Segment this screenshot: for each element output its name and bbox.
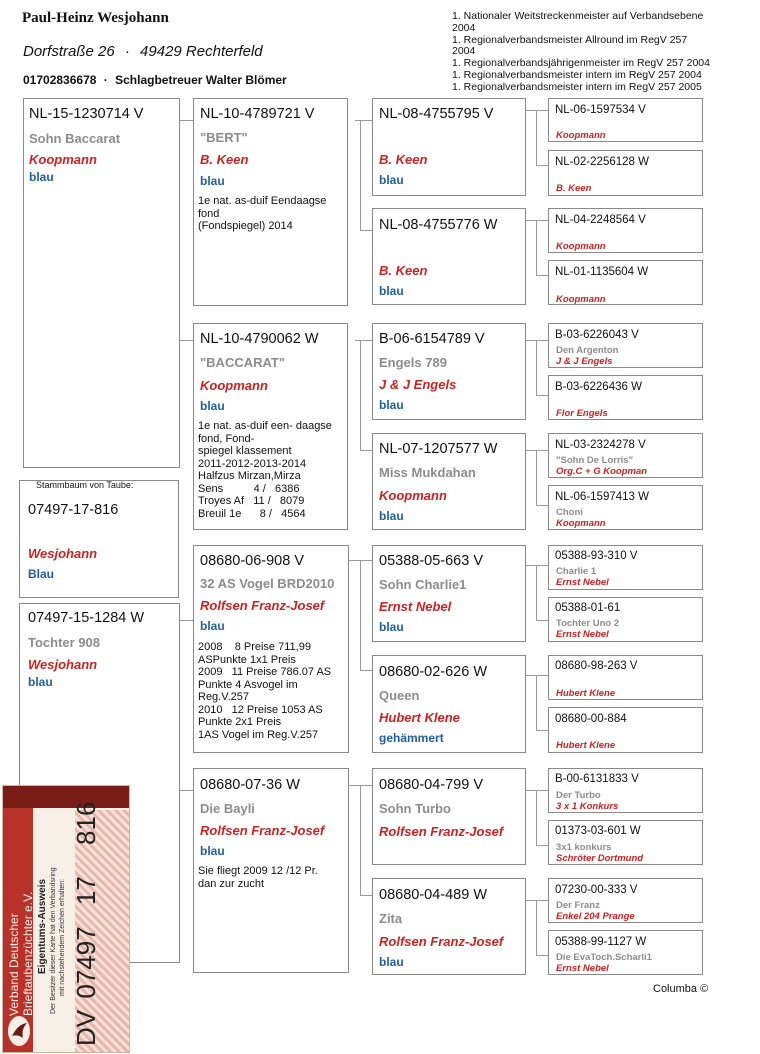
feather-color: blau bbox=[200, 399, 225, 413]
achievement: 2004 bbox=[452, 21, 476, 34]
card-prefix: DV bbox=[71, 1009, 101, 1046]
brand-mark: Columba © bbox=[653, 983, 709, 995]
ring-number: 08680-04-489 W bbox=[379, 887, 488, 903]
breeder: Schröter Dortmund bbox=[556, 853, 644, 864]
breeder: Rolfsen Franz-Josef bbox=[200, 598, 325, 613]
phone: 01702836678 bbox=[23, 73, 97, 87]
ring-number: B-00-6131833 V bbox=[555, 773, 639, 785]
pigeon-name: Engels 789 bbox=[379, 355, 447, 370]
breeder: Ernst Nebel bbox=[379, 599, 452, 614]
city: 49429 Rechterfeld bbox=[140, 43, 263, 60]
breeder: B. Keen bbox=[556, 183, 592, 194]
pigeon-name: Choni bbox=[556, 507, 583, 518]
pigeon-name: Sohn Baccarat bbox=[29, 131, 121, 146]
pigeon-name: Sohn Turbo bbox=[379, 801, 451, 816]
gen3-card bbox=[372, 768, 526, 865]
gen4-card bbox=[548, 820, 703, 865]
ring-number: 08680-06-908 V bbox=[200, 553, 304, 569]
ring-number: 05388-99-1127 W bbox=[555, 936, 647, 948]
achievement: 2004 bbox=[452, 45, 476, 58]
ring-number: NL-10-4790062 W bbox=[200, 331, 319, 347]
card-number bbox=[71, 802, 102, 1046]
breeder: J & J Engels bbox=[379, 377, 457, 392]
ring-number: NL-01-1135604 W bbox=[555, 266, 649, 278]
gen2-card bbox=[193, 768, 349, 973]
breeder: Koopmann bbox=[200, 378, 268, 393]
gen4-card bbox=[548, 545, 703, 590]
pigeon-name: Die EvaToch.Scharli1 bbox=[556, 952, 652, 963]
pigeon-name: "Sohn De Lorris" bbox=[556, 455, 634, 466]
gen2-card bbox=[193, 98, 348, 306]
stub-title: Stammbaum von Taube: bbox=[36, 480, 134, 490]
ring-number: 05388-05-663 V bbox=[379, 553, 483, 569]
owner-name: Paul-Heinz Wesjohann bbox=[22, 10, 169, 26]
ring-number: 07230-00-333 V bbox=[555, 884, 638, 896]
ring-number: NL-04-2248564 V bbox=[555, 214, 646, 226]
pigeon-name: "BERT" bbox=[200, 130, 248, 145]
contact-line bbox=[23, 73, 287, 87]
gen4-card bbox=[548, 707, 703, 753]
pigeon-name: Miss Mukdahan bbox=[379, 465, 476, 480]
card-small-1: Der Besitzer dieser Karte hat den Verbandsring bbox=[50, 867, 57, 1014]
pigeon-name: Den Argenton bbox=[556, 345, 619, 356]
card-text-rotated bbox=[3, 786, 130, 1053]
feather-color: blau bbox=[200, 174, 225, 188]
ring-number: NL-07-1207577 W bbox=[379, 441, 498, 457]
caretaker: Schlagbetreuer Walter Blömer bbox=[115, 73, 287, 87]
breeder: B. Keen bbox=[379, 263, 428, 278]
street: Dorfstraße 26 bbox=[23, 43, 115, 60]
pigeon-name: 3x1 konkurs bbox=[556, 842, 612, 853]
breeder: Org.C + G Koopman bbox=[556, 466, 648, 477]
gen4-card bbox=[548, 930, 703, 975]
card-org: Verband Deutscher bbox=[7, 913, 21, 1016]
feather-color: blau bbox=[200, 844, 225, 858]
breeder: B. Keen bbox=[200, 152, 249, 167]
pigeon-name: Die Bayli bbox=[200, 801, 255, 816]
ring-number: 07497-15-1284 W bbox=[28, 610, 145, 626]
pigeon-name: 32 AS Vogel BRD2010 bbox=[200, 576, 335, 591]
ring-number: NL-06-1597534 V bbox=[555, 104, 646, 116]
breeder: Hubert Klene bbox=[379, 710, 460, 725]
breeder: Koopmann bbox=[379, 488, 447, 503]
ring-number: 08680-02-626 W bbox=[379, 664, 488, 680]
pigeon-name: Der Franz bbox=[556, 900, 600, 911]
breeder: Rolfsen Franz-Josef bbox=[379, 824, 504, 839]
gen2-card bbox=[193, 545, 349, 753]
feather-color: blau bbox=[379, 955, 404, 969]
feather-color: blau bbox=[379, 173, 404, 187]
performance-notes: 1e nat. as-duif Eendaagse fond (Fondspiegel) 2014 bbox=[198, 195, 327, 232]
breeder: Flor Engels bbox=[556, 408, 608, 419]
achievement: 1. Regionalverbandsmeister intern im RegV 257 2005 bbox=[452, 80, 702, 93]
gen4-card bbox=[548, 260, 703, 305]
gen4-card bbox=[548, 375, 703, 420]
card-ring: 816 bbox=[71, 801, 101, 845]
breeder: J & J Engels bbox=[556, 356, 613, 367]
achievement: 1. Regionalverbandsjährigenmeister im RegV 257 2004 bbox=[452, 57, 710, 70]
gen4-card bbox=[548, 323, 703, 368]
ring-number: B-03-6226043 V bbox=[555, 329, 639, 341]
gen4-card bbox=[548, 98, 703, 142]
breeder: Ernst Nebel bbox=[556, 629, 609, 640]
gen3-card bbox=[372, 208, 526, 305]
pigeon-name: Sohn Charlie1 bbox=[379, 577, 467, 592]
feather-color: gehämmert bbox=[379, 731, 444, 745]
card-small-2: mit nachstehendem Zeichen erhalten: bbox=[59, 878, 66, 996]
ring-number: NL-06-1597413 W bbox=[555, 491, 649, 503]
breeder: Enkel 204 Prange bbox=[556, 911, 635, 922]
gen3-card bbox=[372, 655, 526, 753]
ring-number: NL-03-2324278 V bbox=[555, 439, 646, 451]
pigeon-name: "BACCARAT" bbox=[200, 355, 286, 370]
gen4-card bbox=[548, 208, 703, 253]
breeder: B. Keen bbox=[379, 152, 428, 167]
achievement: 1. Regionalverbandsmeister intern im RegV 257 2004 bbox=[452, 68, 702, 81]
feather-color: blau bbox=[29, 170, 54, 184]
breeder: Koopmann bbox=[556, 241, 606, 252]
breeder: Ernst Nebel bbox=[556, 577, 609, 588]
pigeon-name: Queen bbox=[379, 688, 420, 703]
ring-number: 01373-03-601 W bbox=[555, 825, 641, 837]
card-year: 17 bbox=[71, 876, 101, 906]
gen4-card bbox=[548, 655, 703, 700]
achievements-list bbox=[452, 11, 710, 94]
gen4-card bbox=[548, 433, 703, 478]
breeder: Hubert Klene bbox=[556, 740, 616, 751]
ring-number: B-06-6154789 V bbox=[379, 331, 485, 347]
feather-color: blau bbox=[379, 398, 404, 412]
feather-color: blau bbox=[379, 509, 404, 523]
separator: · bbox=[124, 43, 130, 60]
pigeon-name: Tochter 908 bbox=[28, 635, 101, 650]
gen3-card bbox=[372, 323, 526, 420]
breeder: Koopmann bbox=[556, 294, 606, 305]
breeder: Wesjohann bbox=[28, 657, 98, 672]
achievement: 1. Nationaler Weitstreckenmeister auf Verbandsebene bbox=[452, 10, 704, 22]
pigeon-name: Der Turbo bbox=[556, 790, 601, 801]
gen3-card bbox=[372, 98, 526, 196]
breeder: Rolfsen Franz-Josef bbox=[200, 823, 325, 838]
feather-color: Blau bbox=[28, 567, 55, 581]
ownership-card bbox=[2, 785, 130, 1053]
breeder: Rolfsen Franz-Josef bbox=[379, 934, 504, 949]
performance-notes: Sie fliegt 2009 12 /12 Pr. dan zur zucht bbox=[198, 865, 318, 890]
performance-notes: 1e nat. as-duif een- daagse fond, Fond- spiegel klassement 2011-2012-2013-2014 Halfzus Mirzan,Mirza Sens 4 / 6386 Troyes Af 11 / 8079 Breuil 1e 8 / 4564 bbox=[198, 420, 332, 520]
performance-notes: 2008 8 Preise 711,99 ASPunkte 1x1 Preis 2009 11 Preise 786.07 AS Punkte 4 Asvogel im Reg.V.257 2010 12 Preise 1053 AS Punkte 2x1 Preis 1AS Vogel im Reg.V.257 bbox=[198, 641, 332, 741]
card-club: 07497 bbox=[71, 926, 101, 999]
gen4-card bbox=[548, 485, 703, 530]
sire-card bbox=[23, 98, 180, 468]
subject-card bbox=[19, 480, 179, 598]
gen4-card bbox=[548, 150, 703, 196]
card-title: Eigentums-Ausweis bbox=[37, 878, 48, 974]
breeder: Hubert Klene bbox=[556, 688, 616, 699]
ring-number: 08680-04-799 V bbox=[379, 777, 483, 793]
ring-number: 08680-07-36 W bbox=[200, 777, 300, 793]
breeder: Wesjohann bbox=[28, 546, 98, 561]
card-org-2: Brieftaubenzüchter e.V. bbox=[21, 891, 35, 1016]
feather-color: blau bbox=[379, 284, 404, 298]
ring-number: 05388-01-61 bbox=[555, 602, 621, 614]
owner-address bbox=[23, 43, 263, 60]
breeder: 3 x 1 Konkurs bbox=[556, 801, 619, 812]
feather-color: blau bbox=[28, 675, 53, 689]
ring-number: 08680-98-263 V bbox=[555, 660, 638, 672]
ring-number: B-03-6226436 W bbox=[555, 381, 642, 393]
pigeon-name: Tochter Uno 2 bbox=[556, 618, 620, 629]
ring-number: 05388-93-310 V bbox=[555, 550, 638, 562]
gen4-card bbox=[548, 597, 703, 642]
feather-color: blau bbox=[379, 620, 404, 634]
gen4-card bbox=[548, 768, 703, 813]
ring-number: NL-10-4789721 V bbox=[200, 106, 315, 122]
separator: · bbox=[103, 73, 108, 87]
ring-number: NL-08-4755776 W bbox=[379, 217, 498, 233]
gen3-card bbox=[372, 433, 526, 530]
breeder: Koopmann bbox=[556, 518, 606, 529]
pigeon-name: Zita bbox=[379, 911, 403, 926]
gen4-card bbox=[548, 878, 703, 923]
breeder: Ernst Nebel bbox=[556, 963, 609, 974]
breeder: Koopmann bbox=[29, 152, 97, 167]
achievement: 1. Regionalverbandsmeister Allround im RegV 257 bbox=[452, 33, 688, 46]
ring-number: NL-08-4755795 V bbox=[379, 106, 494, 122]
pigeon-name: Charlie 1 bbox=[556, 566, 597, 577]
ring-number: 08680-00-884 bbox=[555, 713, 627, 725]
gen3-card bbox=[372, 545, 526, 642]
gen3-card bbox=[372, 878, 526, 975]
ring-number: 07497-17-816 bbox=[28, 502, 119, 518]
ring-number: NL-02-2256128 W bbox=[555, 156, 649, 168]
ring-number: NL-15-1230714 V bbox=[29, 106, 144, 122]
feather-color: blau bbox=[200, 619, 225, 633]
breeder: Koopmann bbox=[556, 130, 606, 141]
gen2-card bbox=[193, 323, 348, 530]
